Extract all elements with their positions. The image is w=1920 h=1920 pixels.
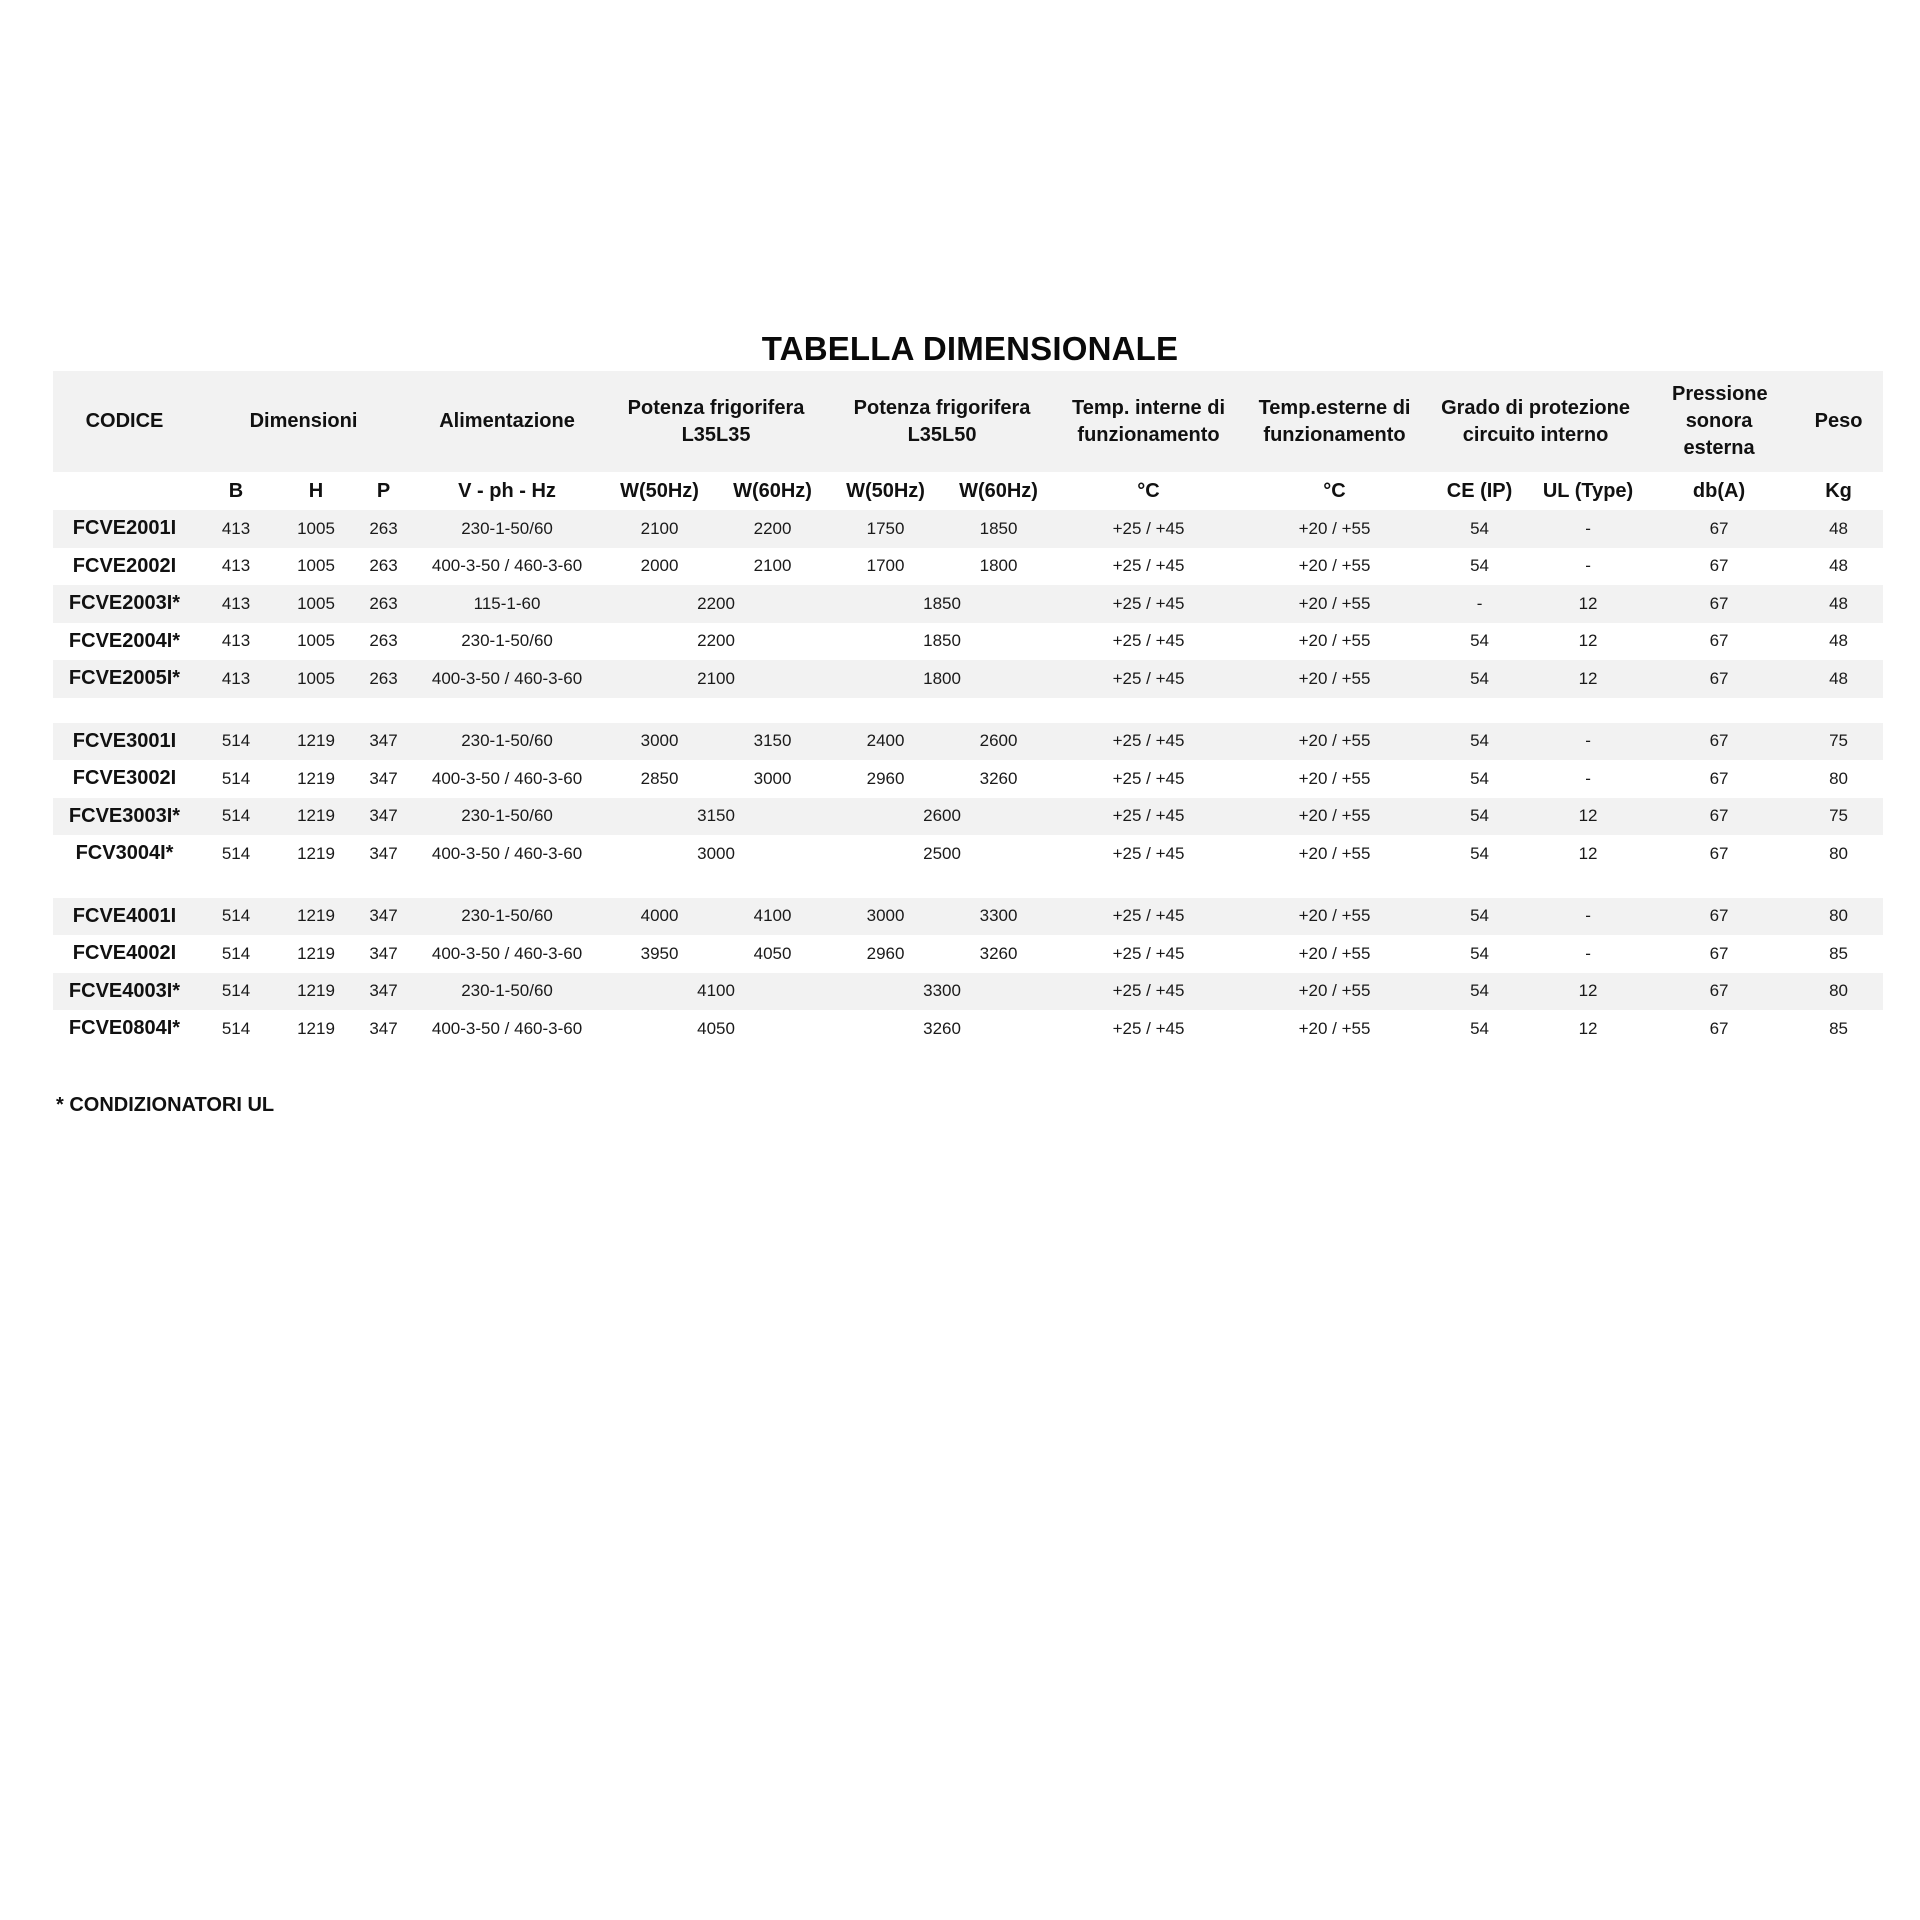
cell-kg: 48 [1794, 510, 1883, 548]
cell-potenza-l35l50: 1850 [829, 585, 1055, 623]
cell-p: 263 [356, 510, 411, 548]
subheader-v-ph-hz: V - ph - Hz [458, 479, 556, 502]
column-header-temp-interne: Temp. interne di funzionamento [1055, 371, 1242, 472]
table-row [53, 798, 1883, 836]
cell-db-a: 67 [1644, 973, 1794, 1011]
cell-kg: 75 [1794, 798, 1883, 836]
table-row [53, 585, 1883, 623]
column-header-codice: CODICE [53, 371, 196, 472]
dimension-table [53, 371, 1883, 1048]
cell-ul-type: - [1532, 510, 1644, 548]
cell-temp-interne: +25 / +45 [1055, 585, 1242, 623]
group-spacer [53, 698, 1883, 723]
cell-w60-l35l50: 3260 [979, 768, 1018, 788]
cell-alimentazione: 400-3-50 / 460-3-60 [431, 1018, 583, 1038]
cell-db-a: 67 [1644, 510, 1794, 548]
cell-potenza-l35l35: 2200 [603, 585, 829, 623]
table-row [53, 935, 1883, 973]
table-row [53, 723, 1883, 761]
cell-p: 263 [369, 556, 398, 576]
cell-w50-l35l35: 2100 [603, 510, 716, 548]
cell-ce-ip: 54 [1427, 798, 1532, 836]
cell-alimentazione: 400-3-50 / 460-3-60 [431, 556, 583, 576]
cell-p: 347 [369, 768, 398, 788]
column-header-peso: Peso [1794, 371, 1883, 472]
cell-temp-esterne: +20 / +55 [1242, 723, 1427, 761]
cell-alimentazione: 400-3-50 / 460-3-60 [431, 768, 583, 788]
cell-codice: FCVE4001I [53, 898, 196, 936]
column-header-alimentazione: Alimentazione [411, 371, 603, 472]
cell-h: 1005 [297, 631, 335, 651]
cell-temp-esterne: +20 / +55 [1298, 768, 1371, 788]
cell-p: 347 [369, 1018, 398, 1038]
cell-b: 413 [196, 510, 276, 548]
cell-codice: FCVE2005I* [53, 660, 196, 698]
column-header-dimensioni: Dimensioni [196, 371, 411, 472]
cell-ce-ip: 54 [1470, 768, 1489, 788]
cell-db-a: 67 [1644, 898, 1794, 936]
cell-kg: 80 [1794, 898, 1883, 936]
cell-b: 514 [221, 768, 251, 788]
column-header-potenza-l35l50: Potenza frigorifera L35L50 [829, 371, 1055, 472]
cell-w50-l35l50: 1700 [866, 556, 905, 576]
cell-w60-l35l50: 1800 [979, 556, 1018, 576]
cell-w50-l35l50: 2960 [866, 768, 905, 788]
subheader-p: P [376, 479, 391, 502]
cell-codice: FCVE4002I [72, 942, 177, 965]
cell-potenza-l35l50: 1800 [829, 660, 1055, 698]
cell-alimentazione: 115-1-60 [411, 585, 603, 623]
cell-ce-ip: 54 [1427, 510, 1532, 548]
cell-w50-l35l50: 1750 [829, 510, 942, 548]
cell-h: 1219 [276, 973, 356, 1011]
subheader-blank [53, 472, 196, 510]
cell-w60-l35l50: 3300 [942, 898, 1055, 936]
cell-ul-type: - [1532, 723, 1644, 761]
cell-codice: FCVE2004I* [68, 629, 181, 652]
cell-ul-type: 12 [1578, 843, 1598, 863]
cell-b: 413 [196, 585, 276, 623]
cell-w60-l35l50: 3260 [979, 943, 1018, 963]
cell-w50-l35l35: 2000 [640, 556, 679, 576]
subheader-deg-c-interne: °C [1137, 479, 1160, 502]
cell-b: 514 [196, 798, 276, 836]
cell-h: 1005 [276, 585, 356, 623]
cell-p: 347 [369, 943, 398, 963]
cell-alimentazione: 230-1-50/60 [411, 510, 603, 548]
footnote: * CONDIZIONATORI UL [56, 1094, 275, 1116]
subheader-db-a: db(A) [1692, 479, 1746, 502]
group-spacer [53, 873, 1883, 898]
subheader-w50-l35l50: W(50Hz) [846, 479, 925, 502]
cell-temp-interne: +25 / +45 [1112, 556, 1185, 576]
subheader-ce-ip: CE (IP) [1446, 479, 1513, 502]
cell-db-a: 67 [1709, 1018, 1729, 1038]
cell-kg: 48 [1829, 556, 1848, 576]
cell-w60-l35l35: 2100 [753, 556, 792, 576]
cell-p: 263 [356, 585, 411, 623]
cell-temp-interne: +25 / +45 [1112, 1018, 1185, 1038]
cell-db-a: 67 [1644, 585, 1794, 623]
cell-codice: FCVE4003I* [53, 973, 196, 1011]
cell-temp-interne: +25 / +45 [1055, 798, 1242, 836]
cell-w50-l35l35: 3950 [640, 943, 679, 963]
cell-w60-l35l50: 2600 [942, 723, 1055, 761]
cell-temp-interne: +25 / +45 [1112, 943, 1185, 963]
cell-h: 1219 [297, 843, 335, 863]
cell-p: 347 [356, 973, 411, 1011]
cell-ul-type: - [1585, 768, 1591, 788]
cell-ce-ip: 54 [1470, 556, 1489, 576]
cell-temp-interne: +25 / +45 [1112, 843, 1185, 863]
cell-kg: 75 [1794, 723, 1883, 761]
cell-h: 1219 [297, 943, 335, 963]
cell-temp-interne: +25 / +45 [1055, 660, 1242, 698]
cell-w50-l35l35: 2850 [640, 768, 679, 788]
cell-temp-interne: +25 / +45 [1055, 510, 1242, 548]
cell-p: 347 [356, 898, 411, 936]
subheader-w50-l35l35: W(50Hz) [620, 479, 699, 502]
cell-codice: FCV3004I* [75, 842, 174, 865]
cell-codice: FCVE2001I [53, 510, 196, 548]
subheader-kg: Kg [1825, 479, 1852, 502]
cell-temp-interne: +25 / +45 [1112, 768, 1185, 788]
cell-potenza-l35l35: 2200 [697, 631, 735, 651]
cell-w50-l35l35: 3000 [603, 723, 716, 761]
cell-ce-ip: 54 [1427, 660, 1532, 698]
cell-b: 514 [221, 1018, 251, 1038]
cell-potenza-l35l35: 4100 [603, 973, 829, 1011]
subheader-deg-c-esterne: °C [1323, 479, 1346, 502]
cell-kg: 80 [1794, 973, 1883, 1011]
cell-w50-l35l50: 2960 [866, 943, 905, 963]
table-subheader-row [53, 472, 1883, 510]
cell-temp-interne: +25 / +45 [1055, 898, 1242, 936]
cell-ce-ip: 54 [1470, 631, 1489, 651]
cell-potenza-l35l50: 3260 [923, 1018, 961, 1038]
cell-alimentazione: 230-1-50/60 [461, 631, 553, 651]
cell-temp-esterne: +20 / +55 [1242, 973, 1427, 1011]
cell-ul-type: 12 [1532, 660, 1644, 698]
cell-alimentazione: 400-3-50 / 460-3-60 [411, 660, 603, 698]
cell-w60-l35l50: 1850 [942, 510, 1055, 548]
cell-ul-type: - [1585, 556, 1591, 576]
cell-ul-type: - [1532, 898, 1644, 936]
cell-ce-ip: 54 [1427, 898, 1532, 936]
cell-codice: FCVE3002I [72, 767, 177, 790]
cell-ul-type: 12 [1532, 973, 1644, 1011]
group-spacer-cell [53, 698, 1883, 723]
cell-ce-ip: 54 [1470, 843, 1489, 863]
cell-codice: FCVE0804I* [68, 1017, 181, 1040]
cell-potenza-l35l50: 3300 [829, 973, 1055, 1011]
cell-ce-ip: 54 [1470, 1018, 1489, 1038]
cell-alimentazione: 400-3-50 / 460-3-60 [431, 943, 583, 963]
cell-ce-ip: 54 [1427, 723, 1532, 761]
cell-p: 347 [356, 798, 411, 836]
cell-db-a: 67 [1709, 943, 1729, 963]
cell-h: 1005 [297, 556, 335, 576]
table-row [53, 898, 1883, 936]
cell-kg: 48 [1829, 631, 1848, 651]
cell-ce-ip: - [1427, 585, 1532, 623]
cell-b: 413 [221, 631, 251, 651]
cell-potenza-l35l35: 4050 [697, 1018, 735, 1038]
cell-codice: FCVE3001I [53, 723, 196, 761]
cell-h: 1005 [276, 510, 356, 548]
cell-b: 514 [196, 898, 276, 936]
cell-b: 514 [196, 723, 276, 761]
cell-alimentazione: 230-1-50/60 [411, 798, 603, 836]
cell-temp-esterne: +20 / +55 [1298, 843, 1371, 863]
cell-temp-esterne: +20 / +55 [1242, 660, 1427, 698]
column-header-pressione-sonora: Pressione sonora esterna [1644, 371, 1794, 472]
cell-db-a: 67 [1709, 556, 1729, 576]
cell-temp-esterne: +20 / +55 [1298, 556, 1371, 576]
subheader-b: B [228, 479, 244, 502]
column-header-grado-protezione: Grado di protezione circuito interno [1427, 371, 1644, 472]
table-row [53, 973, 1883, 1011]
cell-db-a: 67 [1644, 798, 1794, 836]
cell-p: 347 [369, 843, 398, 863]
cell-w60-l35l35: 3150 [716, 723, 829, 761]
cell-codice: FCVE2003I* [53, 585, 196, 623]
cell-temp-esterne: +20 / +55 [1242, 798, 1427, 836]
cell-b: 514 [221, 943, 251, 963]
cell-kg: 85 [1829, 943, 1848, 963]
cell-db-a: 67 [1709, 843, 1729, 863]
cell-h: 1219 [297, 1018, 335, 1038]
cell-kg: 80 [1829, 843, 1848, 863]
column-header-potenza-l35l35: Potenza frigorifera L35L35 [603, 371, 829, 472]
group-spacer-cell [53, 873, 1883, 898]
cell-h: 1219 [276, 723, 356, 761]
column-header-temp-esterne: Temp.esterne di funzionamento [1242, 371, 1427, 472]
cell-potenza-l35l50: 2500 [923, 843, 961, 863]
cell-h: 1219 [297, 768, 335, 788]
cell-ul-type: 12 [1532, 585, 1644, 623]
cell-ul-type: 12 [1532, 798, 1644, 836]
table-row [53, 623, 1883, 661]
table-header-row [53, 371, 1883, 472]
subheader-h: H [308, 479, 324, 502]
cell-w50-l35l50: 3000 [829, 898, 942, 936]
cell-temp-esterne: +20 / +55 [1242, 510, 1427, 548]
cell-codice: FCVE2002I [72, 554, 177, 577]
cell-b: 514 [196, 973, 276, 1011]
cell-db-a: 67 [1709, 768, 1729, 788]
page-title: TABELLA DIMENSIONALE [761, 330, 1179, 367]
table-row [53, 835, 1883, 873]
cell-db-a: 67 [1644, 660, 1794, 698]
cell-p: 263 [356, 660, 411, 698]
cell-alimentazione: 230-1-50/60 [411, 723, 603, 761]
cell-potenza-l35l35: 3150 [603, 798, 829, 836]
cell-b: 514 [221, 843, 251, 863]
cell-temp-esterne: +20 / +55 [1298, 1018, 1371, 1038]
cell-temp-esterne: +20 / +55 [1298, 631, 1371, 651]
cell-w60-l35l35: 4100 [716, 898, 829, 936]
cell-w60-l35l35: 3000 [753, 768, 792, 788]
table-row [53, 660, 1883, 698]
table-row [53, 760, 1883, 798]
cell-temp-esterne: +20 / +55 [1242, 585, 1427, 623]
cell-w50-l35l50: 2400 [829, 723, 942, 761]
cell-h: 1219 [276, 898, 356, 936]
cell-potenza-l35l50: 2600 [829, 798, 1055, 836]
table-row [53, 510, 1883, 548]
cell-p: 263 [369, 631, 398, 651]
cell-ul-type: 12 [1578, 1018, 1598, 1038]
cell-ul-type: - [1585, 943, 1591, 963]
cell-w60-l35l35: 2200 [716, 510, 829, 548]
cell-kg: 80 [1829, 768, 1848, 788]
cell-temp-interne: +25 / +45 [1112, 631, 1185, 651]
cell-db-a: 67 [1644, 723, 1794, 761]
subheader-ul-type: UL (Type) [1542, 479, 1634, 502]
cell-temp-interne: +25 / +45 [1055, 973, 1242, 1011]
cell-temp-esterne: +20 / +55 [1242, 898, 1427, 936]
cell-w60-l35l35: 4050 [753, 943, 792, 963]
cell-alimentazione: 230-1-50/60 [411, 898, 603, 936]
cell-ul-type: 12 [1578, 631, 1598, 651]
table-row [53, 548, 1883, 586]
cell-p: 347 [356, 723, 411, 761]
cell-codice: FCVE3003I* [53, 798, 196, 836]
subheader-w60-l35l35: W(60Hz) [733, 479, 812, 502]
cell-kg: 48 [1794, 585, 1883, 623]
cell-potenza-l35l35: 2100 [603, 660, 829, 698]
cell-h: 1005 [276, 660, 356, 698]
table-row [53, 1010, 1883, 1048]
cell-potenza-l35l50: 1850 [923, 631, 961, 651]
cell-ce-ip: 54 [1470, 943, 1489, 963]
cell-ce-ip: 54 [1427, 973, 1532, 1011]
cell-b: 413 [196, 660, 276, 698]
cell-alimentazione: 400-3-50 / 460-3-60 [431, 843, 583, 863]
cell-kg: 48 [1794, 660, 1883, 698]
cell-kg: 85 [1829, 1018, 1848, 1038]
cell-alimentazione: 230-1-50/60 [411, 973, 603, 1011]
cell-b: 413 [221, 556, 251, 576]
cell-potenza-l35l35: 3000 [697, 843, 735, 863]
cell-temp-interne: +25 / +45 [1055, 723, 1242, 761]
cell-db-a: 67 [1709, 631, 1729, 651]
cell-h: 1219 [276, 798, 356, 836]
cell-w50-l35l35: 4000 [603, 898, 716, 936]
subheader-w60-l35l50: W(60Hz) [959, 479, 1038, 502]
cell-temp-esterne: +20 / +55 [1298, 943, 1371, 963]
